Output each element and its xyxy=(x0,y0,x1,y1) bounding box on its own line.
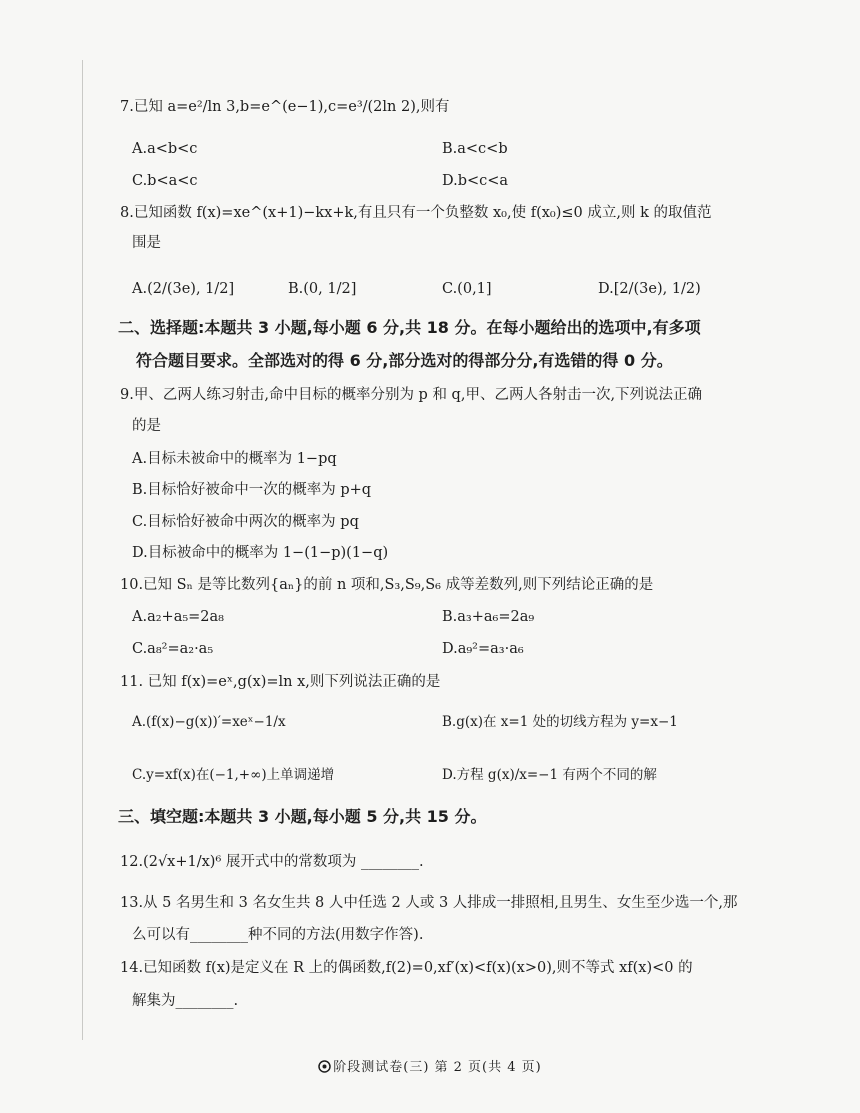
q12-stem: 12.(2√x+1/x)⁶ 展开式中的常数项为 ________. xyxy=(120,854,424,870)
q8-stem-line2: 围是 xyxy=(132,235,161,251)
q9-option-b: B.目标恰好被命中一次的概率为 p+q xyxy=(132,482,372,498)
q9-option-a: A.目标未被命中的概率为 1−pq xyxy=(132,451,337,467)
q11-option-c: C.y=xf(x)在(−1,+∞)上单调递增 xyxy=(132,767,335,783)
page-footer xyxy=(0,1058,860,1078)
q8-option-a: A.(2/(3e), 1/2] xyxy=(132,281,235,297)
q11-option-a: A.(f(x)−g(x))′=xeˣ−1/x xyxy=(132,714,286,730)
q7-option-c: C.b<a<c xyxy=(132,173,198,189)
q13-stem-line2: 么可以有________种不同的方法(用数字作答). xyxy=(132,927,424,943)
q7-option-d: D.b<c<a xyxy=(442,173,509,189)
footer-text: 阶段测试卷(三) 第 2 页(共 4 页) xyxy=(333,1060,542,1075)
q10-option-b: B.a₃+a₆=2a₉ xyxy=(442,609,535,625)
q10-option-d: D.a₉²=a₃·a₆ xyxy=(442,641,524,657)
q8-option-d: D.[2/(3e), 1/2) xyxy=(598,281,701,297)
q14-stem-line1: 14.已知函数 f(x)是定义在 R 上的偶函数,f(2)=0,xf′(x)<f(x)(x>0),则不等式 xf(x)<0 的 xyxy=(120,960,693,976)
section2-heading-line2: 符合题目要求。全部选对的得 6 分,部分选对的得部分分,有选错的得 0 分。 xyxy=(136,351,673,370)
q10-option-c: C.a₈²=a₂·a₅ xyxy=(132,641,214,657)
q11-stem: 11. 已知 f(x)=eˣ,g(x)=ln x,则下列说法正确的是 xyxy=(120,674,441,690)
q8-stem-line1: 8.已知函数 f(x)=xe^(x+1)−kx+k,有且只有一个负整数 x₀,使 f(x₀)≤0 成立,则 k 的取值范 xyxy=(120,205,712,221)
q9-option-c: C.目标恰好被命中两次的概率为 pq xyxy=(132,514,359,530)
page-fold-line xyxy=(82,60,83,1040)
q14-stem-line2: 解集为________. xyxy=(132,993,239,1009)
q13-stem-line1: 13.从 5 名男生和 3 名女生共 8 人中任选 2 人或 3 人排成一排照相,且男生、女生至少选一个,那 xyxy=(120,895,738,911)
q7-option-b: B.a<c<b xyxy=(442,141,508,157)
q7-option-a: A.a<b<c xyxy=(132,141,198,157)
section2-heading-line1: 二、选择题:本题共 3 小题,每小题 6 分,共 18 分。在每小题给出的选项中,有多项 xyxy=(118,318,701,337)
q8-option-c: C.(0,1] xyxy=(442,281,492,297)
q9-option-d: D.目标被命中的概率为 1−(1−p)(1−q) xyxy=(132,545,389,561)
q10-stem: 10.已知 Sₙ 是等比数列{aₙ}的前 n 项和,S₃,S₉,S₆ 成等差数列,则下列结论正确的是 xyxy=(120,577,654,593)
q8-option-b: B.(0, 1/2] xyxy=(288,281,357,297)
q11-option-d: D.方程 g(x)/x=−1 有两个不同的解 xyxy=(442,767,657,783)
q9-stem-line1: 9.甲、乙两人练习射击,命中目标的概率分别为 p 和 q,甲、乙两人各射击一次,下列说法正确 xyxy=(120,387,703,403)
q9-stem-line2: 的是 xyxy=(132,418,161,434)
publisher-logo-icon xyxy=(318,1060,331,1073)
q10-option-a: A.a₂+a₅=2a₈ xyxy=(132,609,224,625)
q11-option-b: B.g(x)在 x=1 处的切线方程为 y=x−1 xyxy=(442,714,678,730)
q7-stem: 7.已知 a=e²/ln 3,b=e^(e−1),c=e³/(2ln 2),则有 xyxy=(120,99,450,115)
section3-heading: 三、填空题:本题共 3 小题,每小题 5 分,共 15 分。 xyxy=(118,807,487,826)
